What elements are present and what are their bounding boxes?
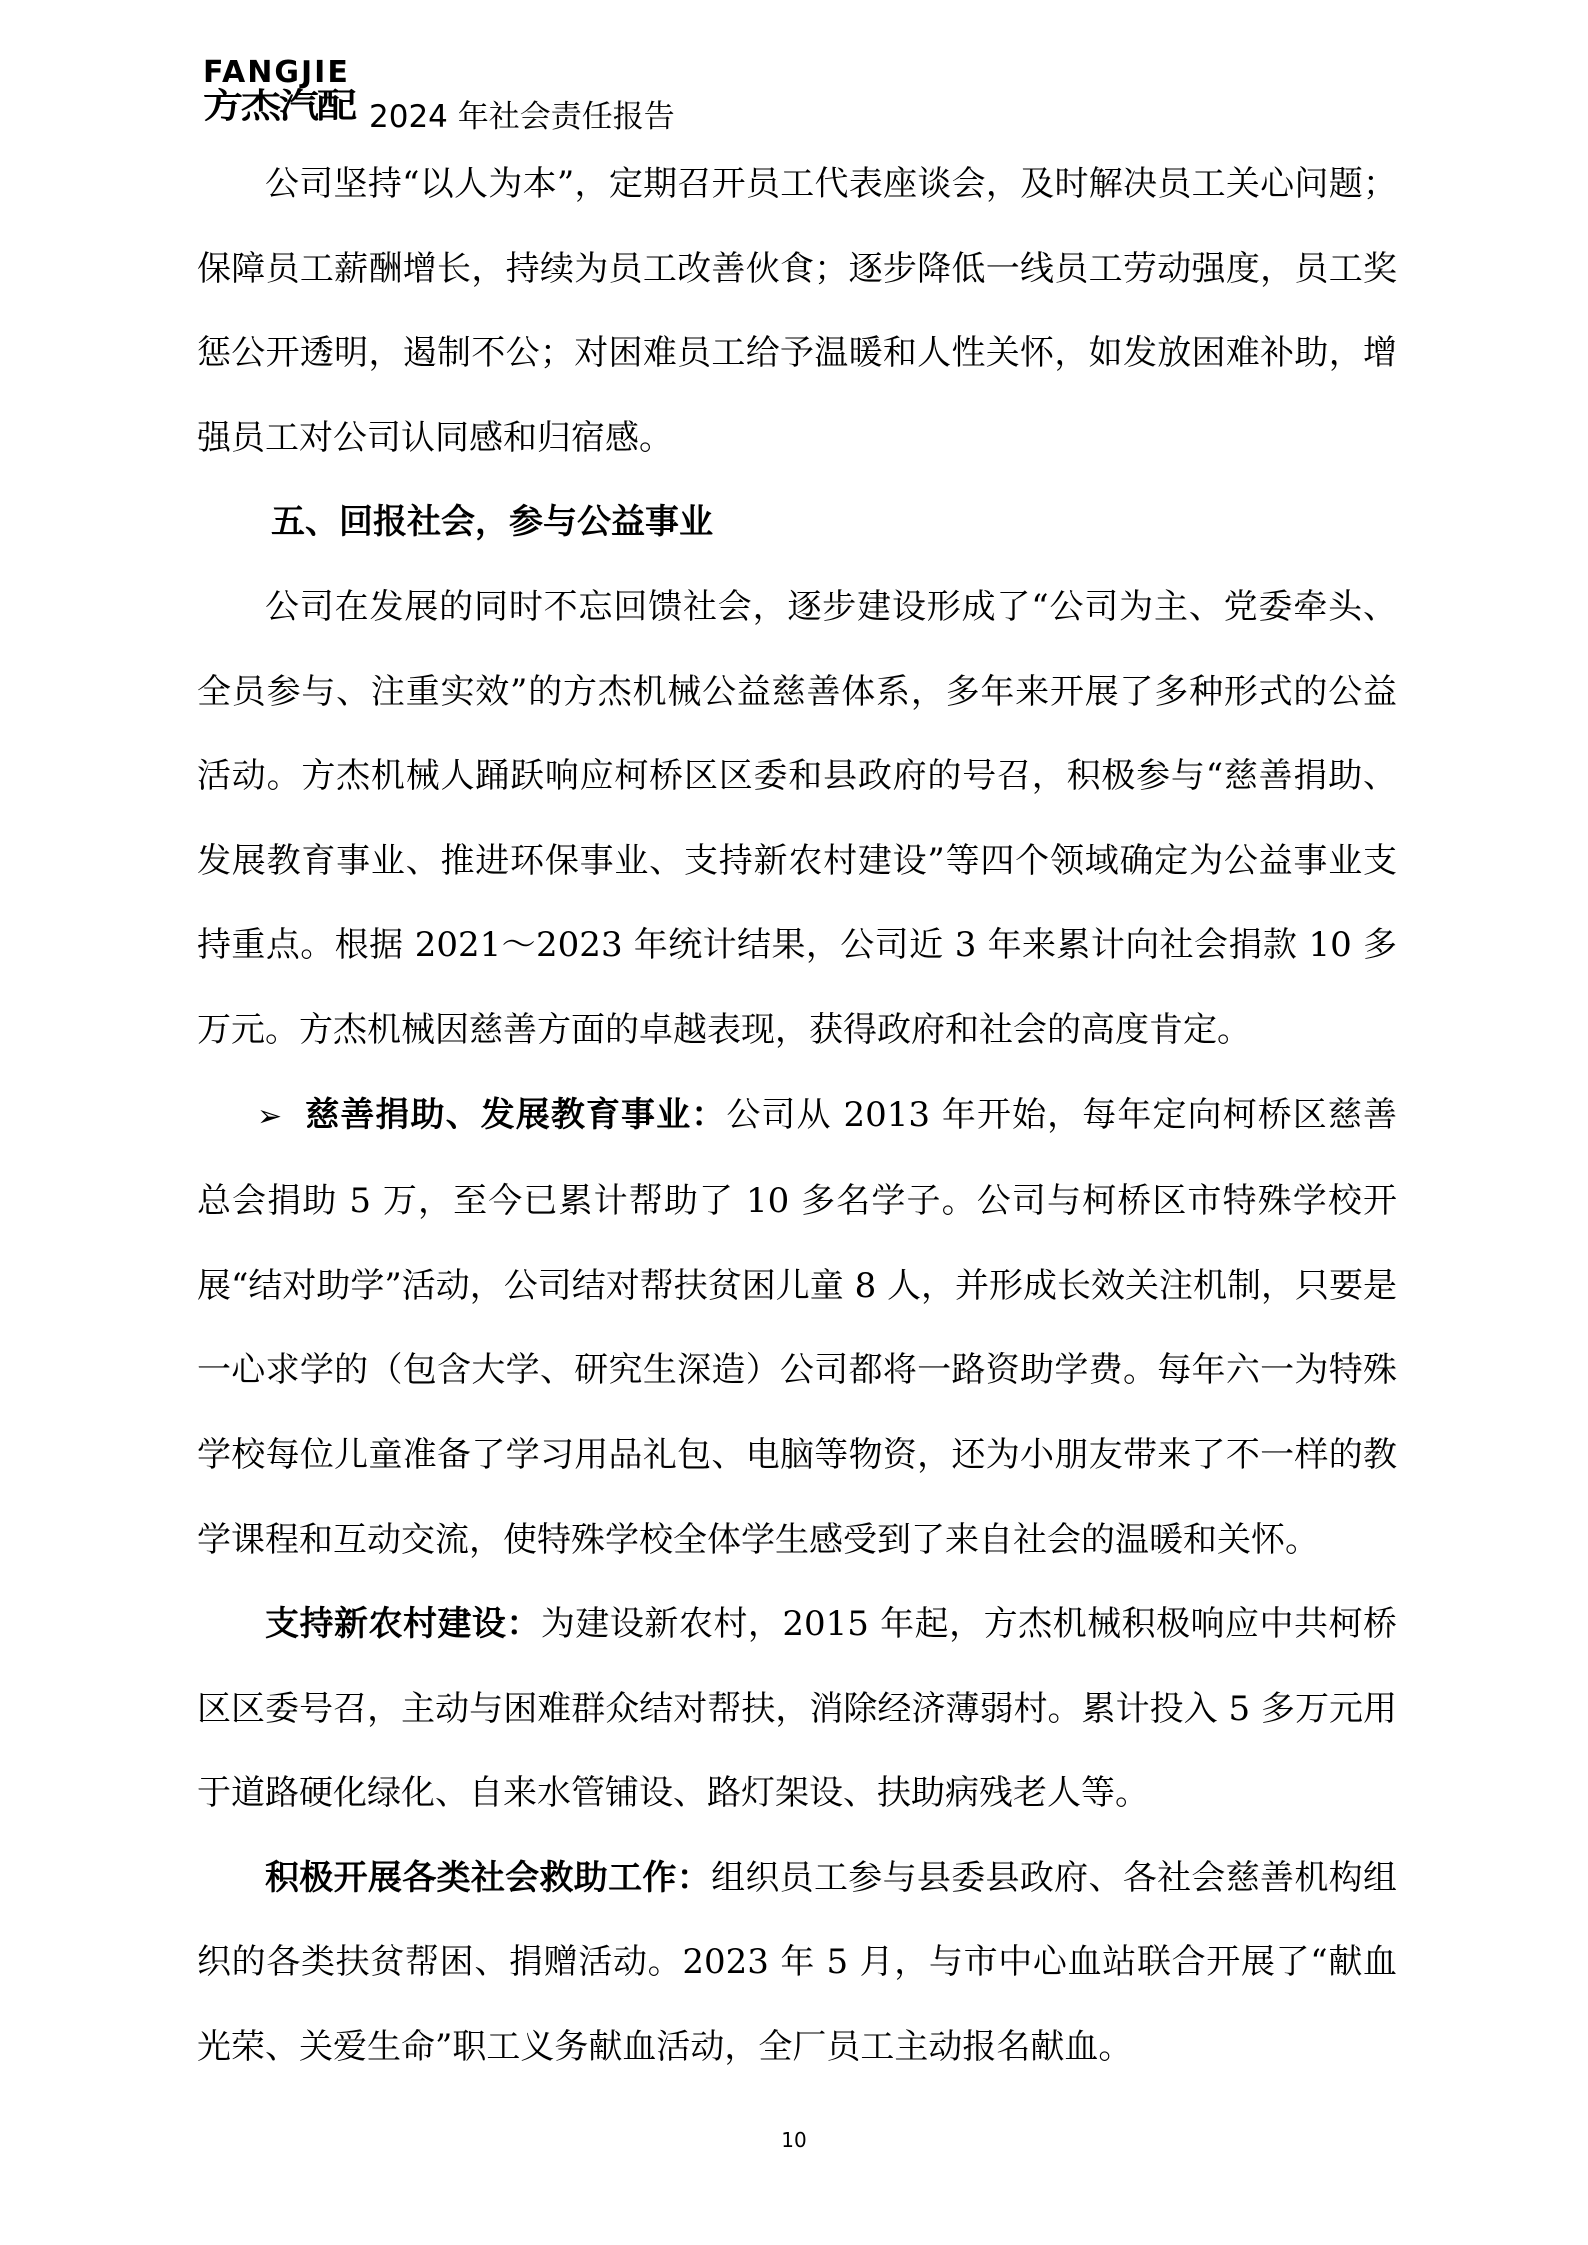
paragraph-employee-care: 公司坚持“以人为本”，定期召开员工代表座谈会，及时解决员工关心问题；保障员工薪酬增长，持续为员工改善伙食；逐步降低一线员工劳动强度，员工奖惩公开透明，遏制不公；对困难员工给予温暖和人性关怀，如发放困难补助，增强员工对公司认同感和归宿感。: [197, 164, 1397, 458]
page-header: [203, 55, 803, 135]
paragraph-lead: 积极开展各类社会救助工作：: [265, 1857, 712, 1898]
paragraph-charity-overview: 公司在发展的同时不忘回馈社会，逐步建设形成了“公司为主、党委牵头、全员参与、注重实效”的方杰机械公益慈善体系，多年来开展了多种形式的公益活动。方杰机械人踊跃响应柯桥区区委和县政府的号召，积极参与“慈善捐助、发展教育事业、推进环保事业、支持新农村建设”等四个领域确定为公益事业支持重点。根据 2021～2023 年统计结果，公司近 3 年来累计向社会捐款 10 多万元。方杰机械因慈善方面的卓越表现，获得政府和社会的高度肯定。: [197, 586, 1397, 1050]
report-title: 2024 年社会责任报告: [369, 99, 675, 135]
paragraph-lead: 支持新农村建设：: [265, 1604, 541, 1645]
section-heading: 五、回报社会，参与公益事业: [271, 502, 713, 543]
page-number: 10: [781, 2128, 807, 2152]
company-logo: [203, 55, 363, 135]
paragraph-new-countryside: [197, 1582, 1397, 1836]
paragraph-social-assistance: [197, 1836, 1397, 2090]
logo-latin-text: FANGJIE: [203, 55, 350, 90]
document-body: [197, 142, 1397, 2090]
paragraph-lead: 慈善捐助、发展教育事业：: [304, 1094, 727, 1135]
bullet-arrow-icon: ➢: [257, 1098, 283, 1134]
logo-chinese-text: 方杰汽配: [203, 87, 355, 127]
paragraph-education-donation: [197, 1073, 1397, 1583]
paragraph-text: 组织员工参与县委县政府、各社会慈善机构组织的各类扶贫帮困、捐赠活动。2023 年 5 月，与市中心血站联合开展了“献血光荣、关爱生命”职工义务献血活动，全厂员工主动报名献血。: [197, 1857, 1397, 2068]
paragraph-text: 公司从 2013 年开始，每年定向柯桥区慈善总会捐助 5 万，至今已累计帮助了 10 多名学子。公司与柯桥区市特殊学校开展“结对助学”活动，公司结对帮扶贫困儿童 8 人，并形成长效关注机制，只要是一心求学的（包含大学、研究生深造）公司都将一路资助学费。每年六一为特殊学校每位儿童准备了学习用品礼包、电脑等物资，还为小朋友带来了不一样的教学课程和互动交流，使特殊学校全体学生感受到了来自社会的温暖和关怀。: [197, 1094, 1398, 1560]
paragraph-text: 为建设新农村，2015 年起，方杰机械积极响应中共柯桥区区委号召，主动与困难群众结对帮扶，消除经济薄弱村。累计投入 5 多万元用于道路硬化绿化、自来水管铺设、路灯架设、扶助病残老人等。: [197, 1604, 1398, 1814]
